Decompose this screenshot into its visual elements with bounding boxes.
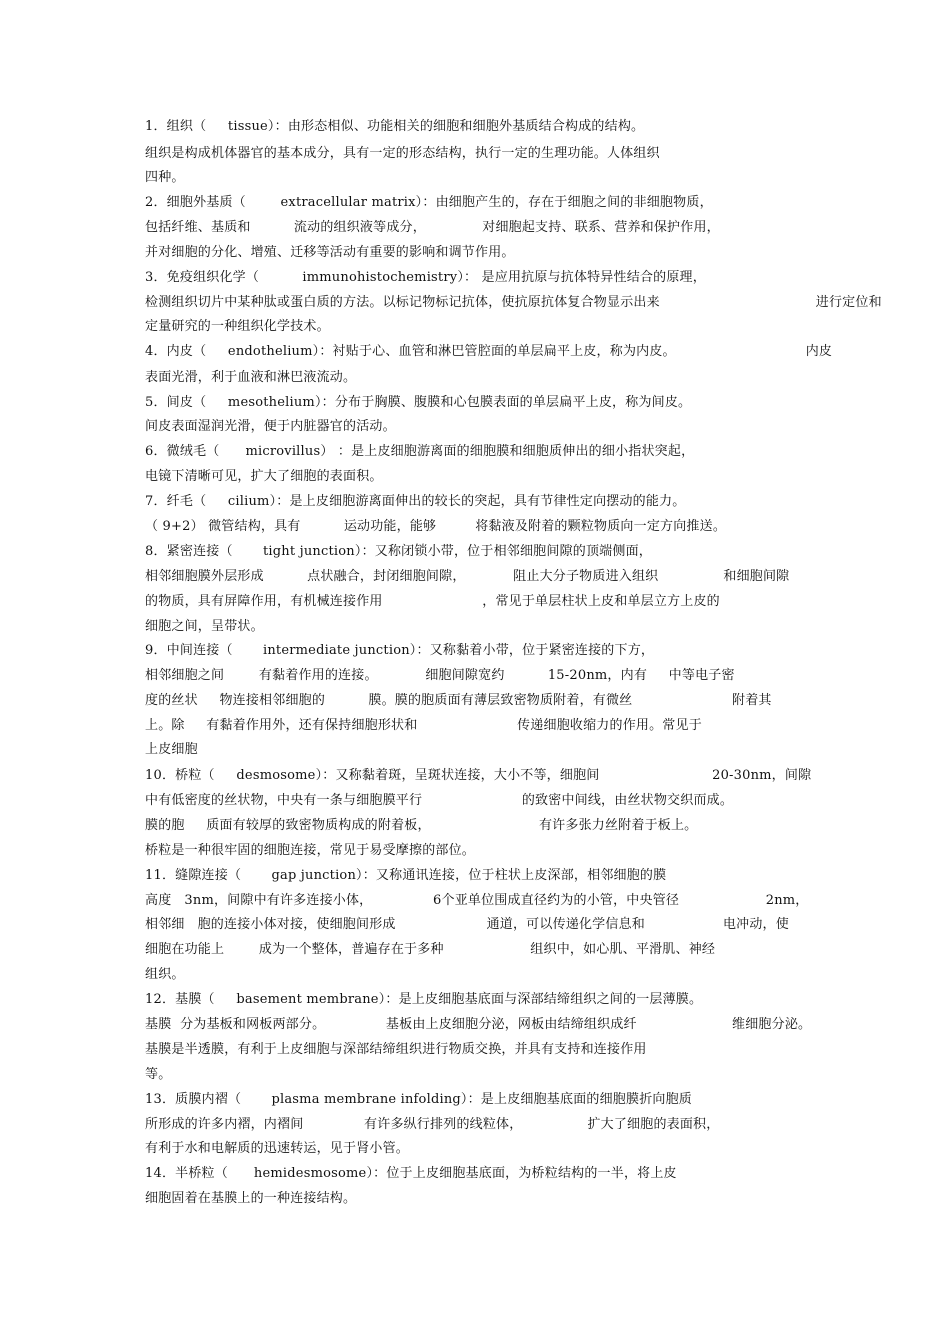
text-line: 定量研究的一种组织化学技术。 (145, 319, 330, 334)
text-line: 等。 (145, 1067, 172, 1082)
text-line: 基膜是半透膜，有利于上皮细胞与深部结缔组织进行物质交换，并具有支持和连接作用 (145, 1042, 647, 1057)
text-line: 的物质，具有屏障作用，有机械连接作用 ，常见于单层柱状上皮和单层立方上皮的 (145, 594, 720, 609)
text-line: （ 9+2） 微管结构，具有 运动功能，能够 将黏液及附着的颗粒物质向一定方向推送。 (145, 519, 727, 534)
text-line: 细胞之间，呈带状。 (145, 619, 264, 634)
text-line: 电镜下清晰可见，扩大了细胞的表面积。 (145, 469, 383, 484)
text-line: 组织。 (145, 967, 185, 982)
text-line: 表面光滑，利于血液和淋巴液流动。 (145, 370, 357, 385)
text-line: 度的丝状 物连接相邻细胞的 膜。膜的胞质面有薄层致密物质附着，有微丝 附着其 (145, 693, 772, 708)
text-line: 3．免疫组织化学（ immunohistochemistry）： 是应用抗原与抗体特异性结合的原理， (145, 270, 706, 285)
text-line: 2．细胞外基质（ extracellular matrix）：由细胞产生的，存在于细胞之间的非细胞物质， (145, 195, 713, 210)
text-line: 12．基膜（ basement membrane）：是上皮细胞基底面与深部结缔组织之间的一层薄膜。 (145, 992, 703, 1007)
text-line: 膜的胞 质面有较厚的致密物质构成的附着板， 有许多张力丝附着于板上。 (145, 818, 698, 833)
text-line: 相邻细胞之间 有黏着作用的连接。 细胞间隙宽约 15-20nm，内有 中等电子密 (145, 668, 735, 683)
text-line: 11．缝隙连接（ gap junction）：又称通讯连接，位于柱状上皮深部，相邻细胞的膜 (145, 868, 667, 883)
text-line: 四种。 (145, 170, 185, 185)
text-line: 桥粒是一种很牢固的细胞连接，常见于易受摩擦的部位。 (145, 843, 476, 858)
text-line: 13．质膜内褶（ plasma membrane infolding）：是上皮细胞基底面的细胞膜折向胞质 (145, 1092, 693, 1107)
text-line: 14．半桥粒（ hemidesmosome）：位于上皮细胞基底面，为桥粒结构的一半，将上皮 (145, 1166, 677, 1181)
text-line: 6．微绒毛（ microvillus） ：是上皮细胞游离面的细胞膜和细胞质伸出的细小指状突起， (145, 444, 695, 459)
text-line: 9．中间连接（ intermediate junction）：又称黏着小带，位于紧密连接的下方， (145, 643, 655, 658)
text-line: 并对细胞的分化、增殖、迁移等活动有重要的影响和调节作用。 (145, 245, 515, 260)
text-line: 细胞在功能上 成为一个整体，普遍存在于多种 组织中，如心肌、平滑肌、神经 (145, 942, 716, 957)
text-line: 1．组织（ tissue）：由形态相似、功能相关的细胞和细胞外基质结合构成的结构。 (145, 119, 645, 134)
text-line: 所形成的许多内褶，内褶间 有许多纵行排列的线粒体， 扩大了细胞的表面积， (145, 1117, 720, 1132)
text-line: 上皮细胞 (145, 742, 198, 757)
text-line: 细胞固着在基膜上的一种连接结构。 (145, 1191, 357, 1206)
text-line: 7．纤毛（ cilium）：是上皮细胞游离面伸出的较长的突起，具有节律性定向摆动的能力。 (145, 494, 686, 509)
text-line: 10．桥粒（ desmosome）：又称黏着斑，呈斑状连接，大小不等，细胞间 20-30nm，间隙 (145, 768, 812, 783)
text-line: 基膜 分为基板和网板两部分。 基板由上皮细胞分泌，网板由结缔组织成纤 维细胞分泌。 (145, 1017, 812, 1032)
text-line: 高度 3nm，间隙中有许多连接小体， 6个亚单位围成直径约为的小管，中央管径 2nm， (145, 893, 809, 908)
text-line: 8．紧密连接（ tight junction）：又称闭锁小带，位于相邻细胞间隙的顶端侧面， (145, 544, 652, 559)
text-line: 中有低密度的丝状物，中央有一条与细胞膜平行 的致密中间线，由丝状物交织而成。 (145, 793, 734, 808)
text-line: 检测组织切片中某种肽或蛋白质的方法。以标记物标记抗体，使抗原抗体复合物显示出来 进行定位和 (145, 295, 882, 310)
text-line: 有利于水和电解质的迅速转运，见于肾小管。 (145, 1141, 410, 1156)
text-line: 相邻细 胞的连接小体对接，使细胞间形成 通道，可以传递化学信息和 电冲动，使 (145, 917, 789, 932)
text-line: 4．内皮（ endothelium）：衬贴于心、血管和淋巴管腔面的单层扁平上皮，称为内皮。 内皮 (145, 344, 833, 359)
text-line: 间皮表面湿润光滑，便于内脏器官的活动。 (145, 419, 396, 434)
text-line: 组织是构成机体器官的基本成分，具有一定的形态结构，执行一定的生理功能。人体组织 (145, 146, 660, 161)
text-line: 上。除 有黏着作用外，还有保持细胞形状和 传递细胞收缩力的作用。常见于 (145, 718, 702, 733)
text-line: 相邻细胞膜外层形成 点状融合，封闭细胞间隙， 阻止大分子物质进入组织 和细胞间隙 (145, 569, 790, 584)
text-line: 5．间皮（ mesothelium）：分布于胸膜、腹膜和心包膜表面的单层扁平上皮，称为间皮。 (145, 395, 692, 410)
text-line: 包括纤维、基质和 流动的组织液等成分， 对细胞起支持、联系、营养和保护作用， (145, 220, 720, 235)
